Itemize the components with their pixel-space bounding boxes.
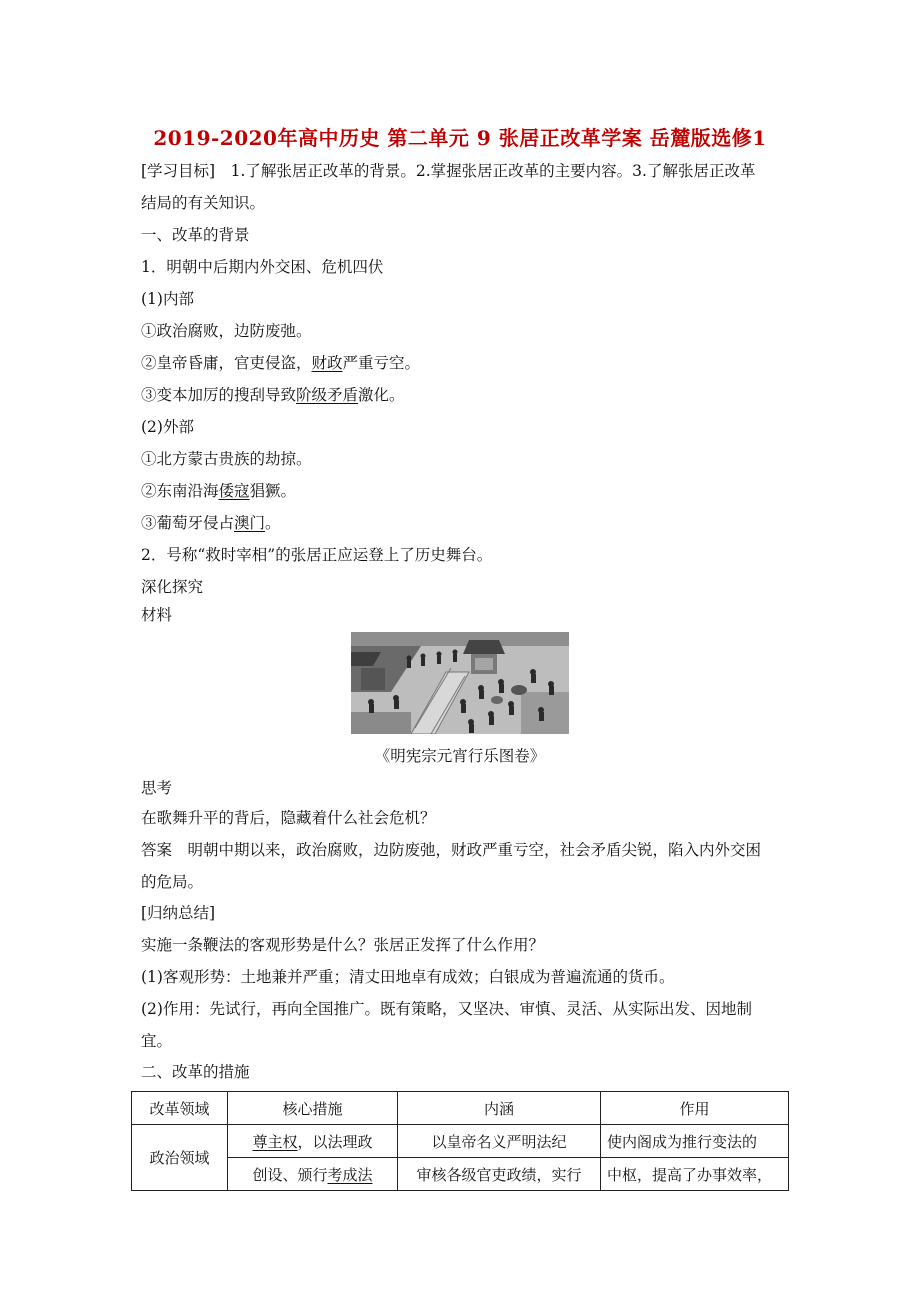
cell-measure-1 bbox=[228, 1125, 398, 1158]
item-1: 1．明朝中后期内外交困、危机四伏 bbox=[141, 258, 384, 276]
text-run: 激化。 bbox=[358, 386, 405, 404]
item-2: 2．号称“救时宰相”的张居正应运登上了历史舞台。 bbox=[141, 546, 493, 564]
header-domain: 改革领域 bbox=[132, 1092, 228, 1125]
text-run: ，以法理政 bbox=[297, 1132, 373, 1151]
header-meaning: 内涵 bbox=[398, 1092, 601, 1125]
underlined-keyword: 倭寇 bbox=[218, 482, 250, 500]
internal-point-1: ①政治腐败，边防废弛。 bbox=[141, 322, 312, 340]
section-heading-measures: 二、改革的措施 bbox=[141, 1063, 250, 1081]
question-text: 在歌舞升平的背后，隐藏着什么社会危机？ bbox=[141, 809, 436, 827]
deep-inquiry-heading: 深化探究 bbox=[141, 578, 204, 596]
external-point-1: ①北方蒙古贵族的劫掠。 bbox=[141, 450, 312, 468]
answer-line-1: 答案 明朝中期以来，政治腐败，边防废弛，财政严重亏空，社会矛盾尖锐，陷入内外交困 bbox=[141, 841, 762, 859]
header-core-measure: 核心措施 bbox=[228, 1092, 398, 1125]
painting-illustration bbox=[351, 632, 569, 734]
external-point-2 bbox=[141, 481, 296, 501]
internal-point-2 bbox=[141, 353, 420, 373]
underlined-keyword: 阶级矛盾 bbox=[296, 386, 359, 404]
cell-effect-1: 使内阁成为推行变法的 bbox=[601, 1125, 789, 1158]
summary-question: 实施一条鞭法的客观形势是什么？张居正发挥了什么作用？ bbox=[141, 936, 545, 954]
underlined-keyword: 财政 bbox=[311, 354, 343, 372]
cell-domain: 政治领域 bbox=[132, 1125, 228, 1191]
cell-meaning-2: 审核各级官吏政绩，实行 bbox=[398, 1158, 601, 1191]
text-run: ③变本加厉的搜刮导致 bbox=[141, 386, 297, 404]
summary-heading: [归纳总结] bbox=[141, 904, 216, 922]
material-label: 材料 bbox=[141, 606, 173, 624]
objectives-line-1: [学习目标] 1.了解张居正改革的背景。2.掌握张居正改革的主要内容。3.了解张居正改革 bbox=[141, 162, 756, 180]
reform-measures-table bbox=[131, 1091, 789, 1191]
cell-meaning-1: 以皇帝名义严明法纪 bbox=[398, 1125, 601, 1158]
painting-image bbox=[351, 632, 569, 734]
external-heading: (2)外部 bbox=[141, 418, 194, 436]
table-row bbox=[132, 1125, 789, 1158]
section-heading-background: 一、改革的背景 bbox=[141, 226, 250, 244]
table-row bbox=[132, 1158, 789, 1191]
cell-effect-2: 中枢，提高了办事效率， bbox=[601, 1158, 789, 1191]
text-run: ③葡萄牙侵占 bbox=[141, 514, 235, 532]
figure-caption: 《明宪宗元宵行乐图卷》 bbox=[374, 747, 546, 765]
text-run: ②皇帝昏庸，官吏侵盗， bbox=[141, 354, 312, 372]
header-effect: 作用 bbox=[601, 1092, 789, 1125]
underlined-keyword: 澳门 bbox=[234, 514, 266, 532]
internal-point-3 bbox=[141, 385, 405, 405]
think-heading: 思考 bbox=[141, 779, 173, 797]
underlined-keyword: 考成法 bbox=[327, 1165, 373, 1184]
summary-point-2-line-1: (2)作用：先试行，再向全国推广。既有策略，又坚决、审慎、灵活、从实际出发、因地制 bbox=[141, 1000, 752, 1018]
text-run: ②东南沿海 bbox=[141, 482, 219, 500]
summary-point-2-line-2: 宜。 bbox=[141, 1032, 173, 1050]
table-header-row bbox=[132, 1092, 789, 1125]
document-title: 2019-2020年高中历史 第二单元 9 张居正改革学案 岳麓版选修1 bbox=[153, 126, 767, 150]
cell-measure-2 bbox=[228, 1158, 398, 1191]
internal-heading: (1)内部 bbox=[141, 290, 194, 308]
external-point-3 bbox=[141, 513, 281, 533]
text-run: 。 bbox=[265, 514, 281, 532]
summary-point-1: (1)客观形势：土地兼并严重；清丈田地卓有成效；白银成为普遍流通的货币。 bbox=[141, 968, 675, 986]
text-run: 猖獗。 bbox=[249, 482, 297, 500]
answer-line-2: 的危局。 bbox=[141, 873, 204, 891]
text-run: 创设、颁行 bbox=[252, 1165, 328, 1184]
objectives-line-2: 结局的有关知识。 bbox=[141, 194, 266, 212]
text-run: 严重亏空。 bbox=[342, 354, 421, 372]
underlined-keyword: 尊主权 bbox=[252, 1132, 298, 1151]
